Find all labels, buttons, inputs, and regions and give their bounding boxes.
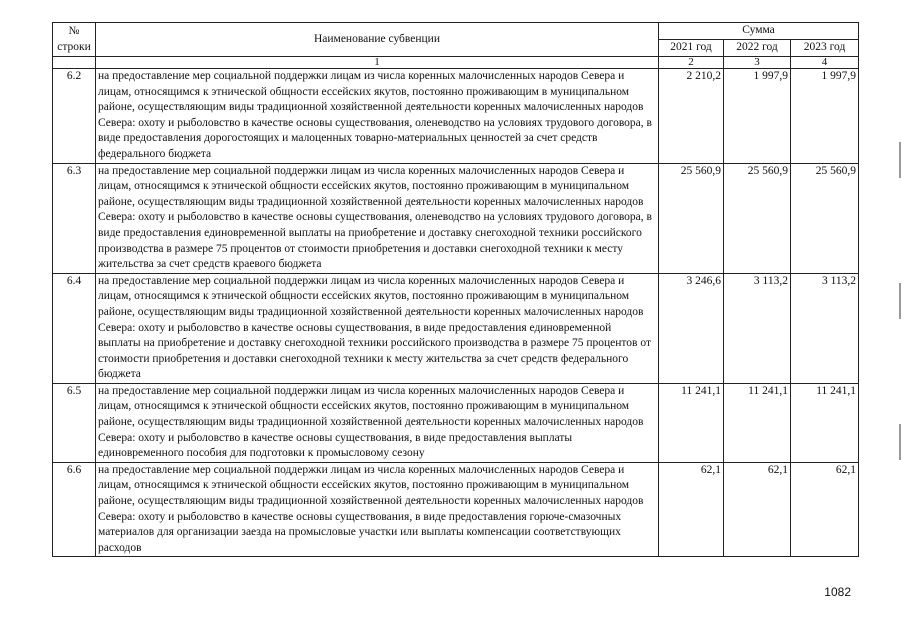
row-number-header-bottom: строки <box>57 40 91 53</box>
table-row <box>53 462 859 557</box>
amount-2022: 11 241,1 <box>724 383 791 462</box>
sum-header: Сумма <box>659 23 859 40</box>
table-row <box>53 383 859 462</box>
page-number: 1082 <box>824 585 851 599</box>
row-number: 6.5 <box>53 383 96 462</box>
col-number-2: 2 <box>659 57 724 69</box>
row-number: 6.4 <box>53 273 96 383</box>
subvention-name: на предоставление мер социальной поддержки лицам из числа коренных малочисленных народов Севера и лицам, относящимся к этнической общности ессейских якутов, постоянно проживающим в муниципальном районе, осуществляющим виды традиционной хозяйственной деятельности коренных малочисленных народов Севера: охоту и рыболовство в качестве основы существования, в виде предоставления выплаты единовременного пособия для подготовки к промысловому сезону <box>96 383 659 462</box>
scan-edge-mark <box>899 424 901 460</box>
subvention-name: на предоставление мер социальной поддержки лицам из числа коренных малочисленных народов Севера и лицам, относящимся к этнической общности ессейских якутов, постоянно проживающим в муниципальном районе, осуществляющим виды традиционной хозяйственной деятельности коренных малочисленных народов Севера: охоту и рыболовство в качестве основы существования, в виде предоставления горюче-смазочных материалов для организации заезда на промысловые участки или выплаты компенсации соответствующих расходов <box>96 462 659 557</box>
amount-2023: 1 997,9 <box>791 69 859 164</box>
scan-edge-mark <box>899 142 901 178</box>
row-number: 6.2 <box>53 69 96 164</box>
amount-2021: 3 246,6 <box>659 273 724 383</box>
amount-2023: 62,1 <box>791 462 859 557</box>
col-number-4: 4 <box>791 57 859 69</box>
col-number-3: 3 <box>724 57 791 69</box>
table-row <box>53 163 859 273</box>
subvention-name: на предоставление мер социальной поддержки лицам из числа коренных малочисленных народов Севера и лицам, относящимся к этнической общности ессейских якутов, постоянно проживающим в муниципальном районе, осуществляющим виды традиционной хозяйственной деятельности коренных малочисленных народов Севера: охоту и рыболовство в качестве основы существования, оленеводство на условиях трудового договора, в виде предоставления дорогостоящих и малоценных товарно-материальных ценностей за счет средств федерального бюджета <box>96 69 659 164</box>
amount-2021: 11 241,1 <box>659 383 724 462</box>
amount-2022: 62,1 <box>724 462 791 557</box>
amount-2022: 3 113,2 <box>724 273 791 383</box>
amount-2022: 25 560,9 <box>724 163 791 273</box>
amount-2023: 3 113,2 <box>791 273 859 383</box>
col-number-blank <box>53 57 96 69</box>
table-row <box>53 273 859 383</box>
row-number-header-top: № <box>68 24 80 37</box>
year-2021-header: 2021 год <box>659 40 724 57</box>
year-2022-header: 2022 год <box>724 40 791 57</box>
row-number: 6.6 <box>53 462 96 557</box>
scan-edge-mark <box>899 283 901 319</box>
year-2023-header: 2023 год <box>791 40 859 57</box>
row-number: 6.3 <box>53 163 96 273</box>
amount-2022: 1 997,9 <box>724 69 791 164</box>
table-row <box>53 69 859 164</box>
subvention-name: на предоставление мер социальной поддержки лицам из числа коренных малочисленных народов Севера и лицам, относящимся к этнической общности ессейских якутов, постоянно проживающим в муниципальном районе, осуществляющим виды традиционной хозяйственной деятельности коренных малочисленных народов Севера: охоту и рыболовство в качестве основы существования, в виде предоставления единовременной выплаты на приобретение и доставку снегоходной техники российского производства в размере 75 процентов от стоимости приобретения и доставки снегоходной техники к месту жительства за счет средств федерального бюджета <box>96 273 659 383</box>
name-header: Наименование субвенции <box>96 23 659 57</box>
amount-2023: 11 241,1 <box>791 383 859 462</box>
amount-2021: 2 210,2 <box>659 69 724 164</box>
amount-2023: 25 560,9 <box>791 163 859 273</box>
subvention-name: на предоставление мер социальной поддержки лицам из числа коренных малочисленных народов Севера и лицам, относящимся к этнической общности ессейских якутов, постоянно проживающим в муниципальном районе, осуществляющим виды традиционной хозяйственной деятельности коренных малочисленных народов Севера: охоту и рыболовство в качестве основы существования, оленеводство на условиях трудового договора, в виде предоставления единовременной выплаты на приобретение и доставку снегоходной техники российского производства в размере 75 процентов от стоимости приобретения и доставки снегоходной техники к месту жительства за счет средств краевого бюджета <box>96 163 659 273</box>
row-number-header <box>53 23 96 57</box>
col-number-1: 1 <box>96 57 659 69</box>
amount-2021: 25 560,9 <box>659 163 724 273</box>
amount-2021: 62,1 <box>659 462 724 557</box>
subventions-table <box>52 22 859 557</box>
